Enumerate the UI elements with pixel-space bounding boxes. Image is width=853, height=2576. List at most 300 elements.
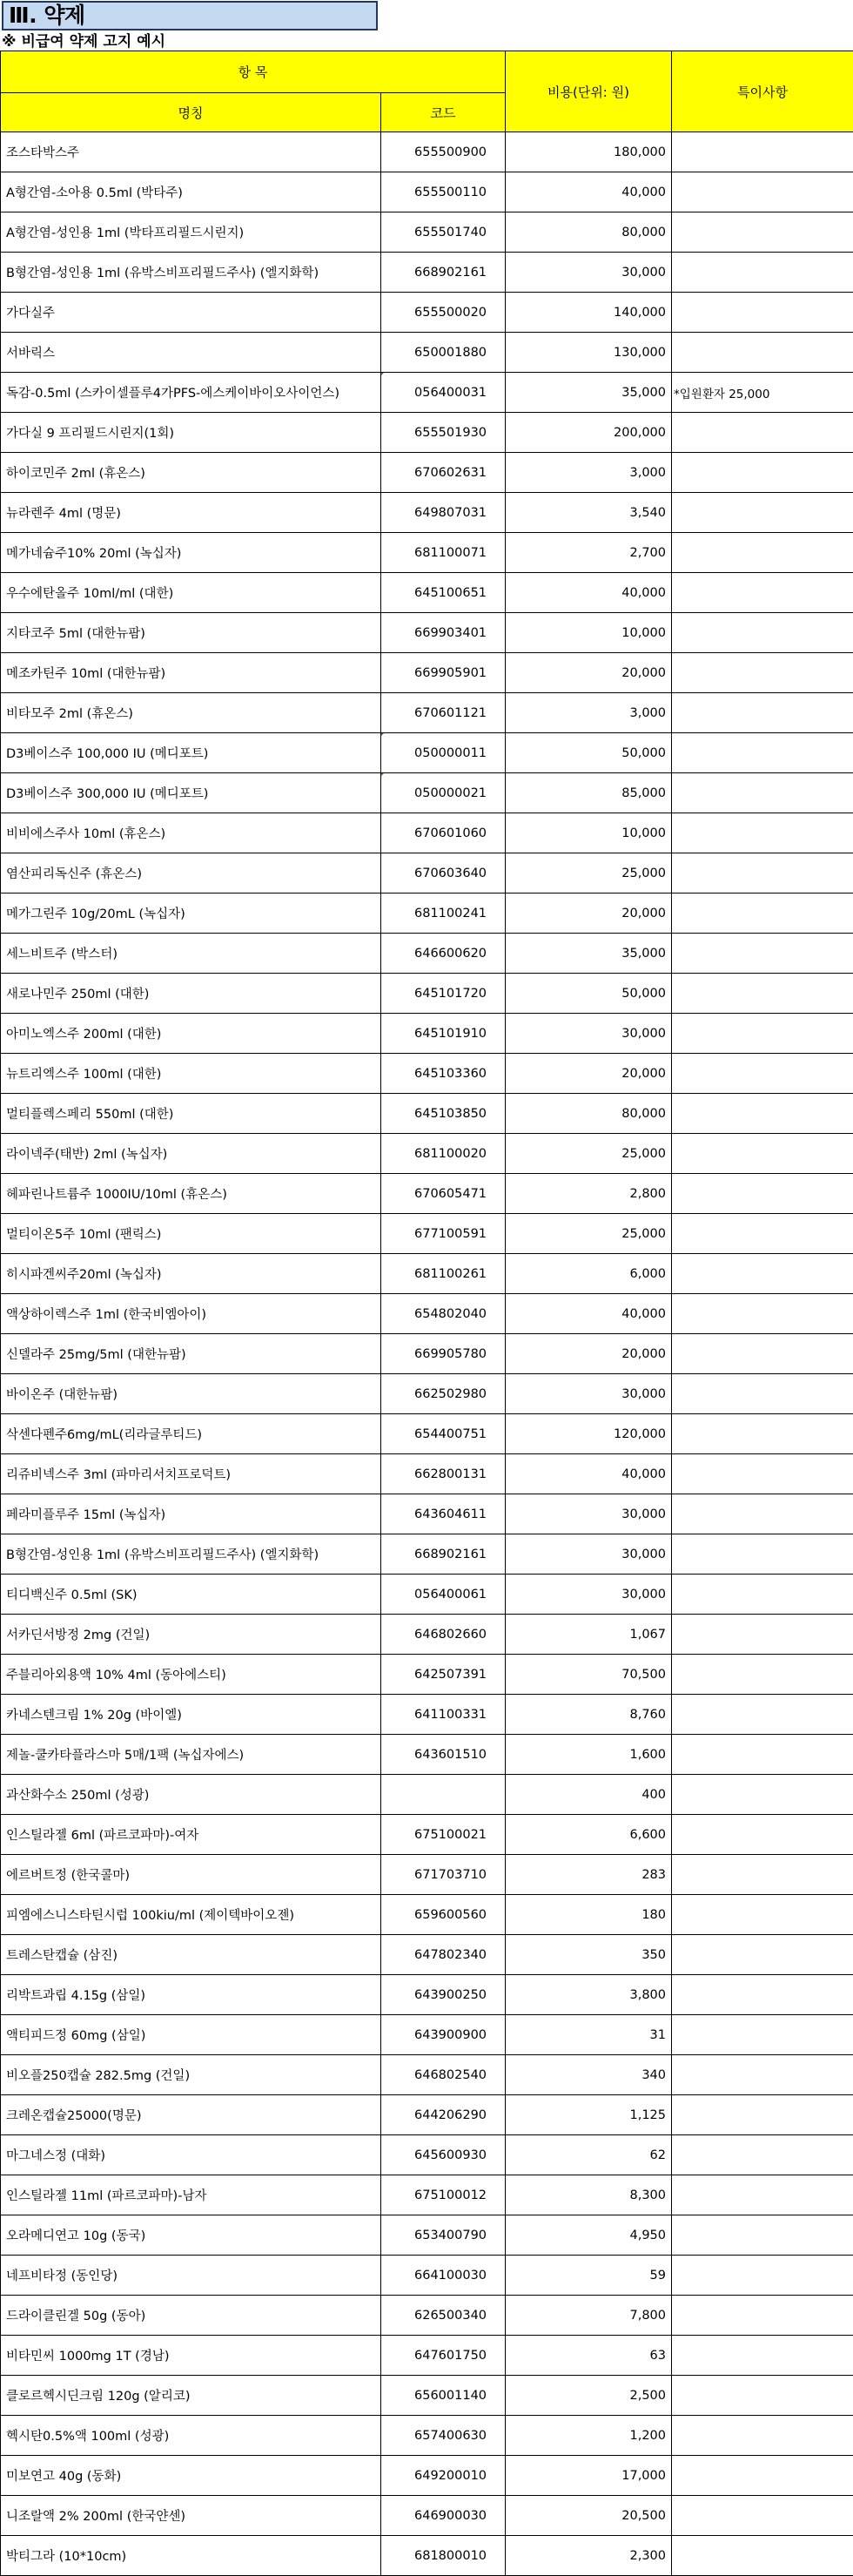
- table-body: [1, 132, 853, 2576]
- drug-cost-cell: 25,000: [506, 1214, 672, 1254]
- drug-name-cell: 인스틸라젤 11ml (파르코파마)-남자: [1, 2175, 381, 2215]
- drug-note-cell: [672, 974, 853, 1014]
- drug-note-cell: [672, 2336, 853, 2376]
- drug-code-cell: 645103850: [381, 1094, 506, 1134]
- table-subtitle: ※ 비급여 약제 고지 예시: [2, 33, 165, 51]
- drug-cost-cell: 400: [506, 1775, 672, 1815]
- drug-note-cell: [672, 1895, 853, 1935]
- drug-name-cell: A형간염-소아용 0.5ml (박타주): [1, 172, 381, 212]
- drug-note-cell: [672, 132, 853, 172]
- drug-code-cell: 645101910: [381, 1014, 506, 1054]
- drug-note-cell: [672, 1695, 853, 1735]
- drug-code-cell: 642507391: [381, 1655, 506, 1695]
- drug-note-cell: *입원환자 25,000: [672, 373, 853, 413]
- drug-code-cell: 654400751: [381, 1414, 506, 1454]
- drug-name-cell: 리박트과립 4.15g (삼일): [1, 1975, 381, 2015]
- drug-name-cell: 가다실주: [1, 293, 381, 333]
- drug-note-cell: [672, 1935, 853, 1975]
- table-row: [1, 2095, 853, 2135]
- drug-note-cell: [672, 733, 853, 773]
- drug-code-cell: 655500110: [381, 172, 506, 212]
- drug-note-cell: [672, 773, 853, 813]
- drug-cost-cell: 20,000: [506, 653, 672, 693]
- drug-code-cell: 645600930: [381, 2135, 506, 2175]
- drug-code-cell: 681100241: [381, 894, 506, 934]
- drug-name-cell: 페라미플루주 15ml (녹십자): [1, 1494, 381, 1534]
- drug-code-cell: 650001880: [381, 333, 506, 373]
- drug-code-cell: 645101720: [381, 974, 506, 1014]
- drug-code-cell: 675100012: [381, 2175, 506, 2215]
- drug-cost-cell: 3,540: [506, 493, 672, 533]
- table-row: [1, 1334, 853, 1374]
- drug-note-cell: [672, 1775, 853, 1815]
- drug-note-cell: [672, 1134, 853, 1174]
- drug-cost-cell: 10,000: [506, 613, 672, 653]
- drug-cost-cell: 80,000: [506, 1094, 672, 1134]
- drug-cost-cell: 50,000: [506, 974, 672, 1014]
- drug-note-cell: [672, 1975, 853, 2015]
- drug-note-cell: [672, 1735, 853, 1775]
- table-row: [1, 1214, 853, 1254]
- drug-cost-cell: 10,000: [506, 813, 672, 853]
- drug-note-cell: [672, 2376, 853, 2416]
- drug-cost-cell: 30,000: [506, 1534, 672, 1575]
- drug-name-cell: 라이넥주(태반) 2ml (녹십자): [1, 1134, 381, 1174]
- drug-cost-cell: 2,300: [506, 2536, 672, 2576]
- code-header: 코드: [381, 93, 506, 132]
- drug-note-cell: [672, 293, 853, 333]
- drug-name-cell: 헥시탄0.5%액 100ml (성광): [1, 2416, 381, 2456]
- table-row: [1, 2256, 853, 2296]
- table-row: [1, 333, 853, 373]
- drug-code-cell: 659600560: [381, 1895, 506, 1935]
- table-row: [1, 1134, 853, 1174]
- drug-note-cell: [672, 1414, 853, 1454]
- drug-cost-cell: 20,000: [506, 1334, 672, 1374]
- table-row: [1, 934, 853, 974]
- drug-name-cell: 세느비트주 (박스터): [1, 934, 381, 974]
- drug-cost-cell: 1,600: [506, 1735, 672, 1775]
- drug-cost-cell: 40,000: [506, 1454, 672, 1494]
- drug-note-cell: [672, 212, 853, 253]
- drug-name-cell: 제놀-쿨카타플라스마 5매/1팩 (녹십자에스): [1, 1735, 381, 1775]
- drug-cost-cell: 8,760: [506, 1695, 672, 1735]
- drug-name-cell: 인스틸라젤 6ml (파르코파마)-여자: [1, 1815, 381, 1855]
- table-row: [1, 853, 853, 894]
- drug-code-cell: 655501930: [381, 413, 506, 453]
- drug-name-cell: 독감-0.5ml (스카이셀플루4가PFS-에스케이바이오사이언스): [1, 373, 381, 413]
- drug-cost-cell: 31: [506, 2015, 672, 2055]
- drug-cost-cell: 40,000: [506, 573, 672, 613]
- drug-cost-cell: 30,000: [506, 1014, 672, 1054]
- drug-cost-cell: 120,000: [506, 1414, 672, 1454]
- drug-note-cell: [672, 2015, 853, 2055]
- drug-code-cell: 681100071: [381, 533, 506, 573]
- drug-note-cell: [672, 853, 853, 894]
- drug-name-cell: 헤파린나트륨주 1000IU/10ml (휴온스): [1, 1174, 381, 1214]
- drug-name-cell: 크레온캡슐25000(명문): [1, 2095, 381, 2135]
- drug-code-cell: 656001140: [381, 2376, 506, 2416]
- drug-cost-cell: 6,600: [506, 1815, 672, 1855]
- drug-note-cell: [672, 2256, 853, 2296]
- drug-note-cell: [672, 934, 853, 974]
- drug-name-cell: D3베이스주 300,000 IU (메디포트): [1, 773, 381, 813]
- drug-note-cell: [672, 1214, 853, 1254]
- drug-cost-cell: 25,000: [506, 853, 672, 894]
- drug-code-cell: 653400790: [381, 2215, 506, 2256]
- drug-cost-cell: 40,000: [506, 172, 672, 212]
- table-row: [1, 1975, 853, 2015]
- drug-name-cell: 비타모주 2ml (휴온스): [1, 693, 381, 733]
- drug-note-cell: [672, 172, 853, 212]
- table-row: [1, 1054, 853, 1094]
- drug-code-cell: 681100261: [381, 1254, 506, 1294]
- drug-cost-cell: 180: [506, 1895, 672, 1935]
- drug-name-cell: 뉴라렌주 4ml (명문): [1, 493, 381, 533]
- drug-cost-cell: 1,067: [506, 1615, 672, 1655]
- drug-code-cell: 646900030: [381, 2496, 506, 2536]
- drug-cost-cell: 6,000: [506, 1254, 672, 1294]
- drug-name-cell: 트레스탄캡슐 (삼진): [1, 1935, 381, 1975]
- table-row: [1, 773, 853, 813]
- drug-name-cell: 에르버트정 (한국콜마): [1, 1855, 381, 1895]
- drug-note-cell: [672, 1054, 853, 1094]
- drug-cost-cell: 180,000: [506, 132, 672, 172]
- table-row: [1, 172, 853, 212]
- drug-code-cell: 647802340: [381, 1935, 506, 1975]
- drug-cost-cell: 30,000: [506, 1575, 672, 1615]
- drug-name-cell: 미보연고 40g (동화): [1, 2456, 381, 2496]
- table-row: [1, 1534, 853, 1575]
- table-row: [1, 2175, 853, 2215]
- drug-cost-cell: 30,000: [506, 1494, 672, 1534]
- table-row: [1, 1374, 853, 1414]
- drug-code-cell: 645100651: [381, 573, 506, 613]
- table-row: [1, 533, 853, 573]
- note-header: 특이사항: [672, 51, 853, 132]
- drug-name-cell: 마그네스정 (대화): [1, 2135, 381, 2175]
- cost-header: 비용(단위: 원): [506, 51, 672, 132]
- drug-note-cell: [672, 1174, 853, 1214]
- drug-cost-cell: 70,500: [506, 1655, 672, 1695]
- table-row: [1, 493, 853, 533]
- drug-name-cell: 액티피드정 60mg (삼일): [1, 2015, 381, 2055]
- table-row: [1, 1695, 853, 1735]
- drug-code-cell: 670602631: [381, 453, 506, 493]
- drug-cost-cell: 340: [506, 2055, 672, 2095]
- drug-code-cell: 646600620: [381, 934, 506, 974]
- drug-name-cell: 메가그린주 10g/20mL (녹십자): [1, 894, 381, 934]
- drug-cost-cell: 2,700: [506, 533, 672, 573]
- drug-name-cell: 지타코주 5ml (대한뉴팜): [1, 613, 381, 653]
- table-row: [1, 2336, 853, 2376]
- drug-cost-cell: 3,000: [506, 693, 672, 733]
- drug-cost-cell: 40,000: [506, 1294, 672, 1334]
- drug-name-cell: 히시파겐씨주20ml (녹십자): [1, 1254, 381, 1294]
- drug-cost-cell: 20,000: [506, 894, 672, 934]
- drug-code-cell: 655500900: [381, 132, 506, 172]
- drug-name-cell: 가다실 9 프리필드시린지(1회): [1, 413, 381, 453]
- table-row: [1, 2215, 853, 2256]
- drug-cost-cell: 35,000: [506, 373, 672, 413]
- table-row: [1, 1855, 853, 1895]
- drug-fee-table: [0, 51, 853, 2576]
- drug-name-cell: 아미노엑스주 200ml (대한): [1, 1014, 381, 1054]
- drug-note-cell: [672, 1575, 853, 1615]
- drug-code-cell: 056400061: [381, 1575, 506, 1615]
- drug-note-cell: [672, 2055, 853, 2095]
- drug-note-cell: [672, 2175, 853, 2215]
- drug-code-cell: 681800010: [381, 2536, 506, 2576]
- drug-note-cell: [672, 1294, 853, 1334]
- table-row: [1, 1815, 853, 1855]
- drug-note-cell: [672, 1254, 853, 1294]
- drug-name-cell: 박티그라 (10*10cm): [1, 2536, 381, 2576]
- drug-cost-cell: 20,000: [506, 1054, 672, 1094]
- drug-cost-cell: 85,000: [506, 773, 672, 813]
- drug-name-cell: 클로르헥시딘크림 120g (알리코): [1, 2376, 381, 2416]
- drug-cost-cell: 80,000: [506, 212, 672, 253]
- table-row: [1, 2015, 853, 2055]
- table-row: [1, 453, 853, 493]
- drug-cost-cell: 3,000: [506, 453, 672, 493]
- drug-note-cell: [672, 533, 853, 573]
- drug-note-cell: [672, 1374, 853, 1414]
- drug-name-cell: B형간염-성인용 1ml (유박스비프리필드주사) (엘지화학): [1, 1534, 381, 1575]
- drug-name-cell: 리쥬비넥스주 3ml (파마리서치프로덕트): [1, 1454, 381, 1494]
- drug-cost-cell: 4,950: [506, 2215, 672, 2256]
- drug-cost-cell: 7,800: [506, 2296, 672, 2336]
- drug-name-cell: 과산화수소 250ml (성광): [1, 1775, 381, 1815]
- table-row: [1, 1655, 853, 1695]
- drug-code-cell: 655500020: [381, 293, 506, 333]
- drug-code-cell: 670603640: [381, 853, 506, 894]
- table-row: [1, 1254, 853, 1294]
- section-title: Ⅲ. 약제: [2, 1, 378, 30]
- table-row: [1, 1294, 853, 1334]
- table-row: [1, 693, 853, 733]
- drug-name-cell: A형간염-성인용 1ml (박타프리필드시린지): [1, 212, 381, 253]
- drug-code-cell: [381, 1775, 506, 1815]
- drug-note-cell: [672, 1615, 853, 1655]
- drug-note-cell: [672, 1534, 853, 1575]
- drug-code-cell: 646802540: [381, 2055, 506, 2095]
- drug-note-cell: [672, 1454, 853, 1494]
- drug-cost-cell: 3,800: [506, 1975, 672, 2015]
- drug-name-cell: 우수에탄올주 10ml/ml (대한): [1, 573, 381, 613]
- table-row: [1, 1775, 853, 1815]
- drug-name-cell: 메가네슘주10% 20ml (녹십자): [1, 533, 381, 573]
- drug-cost-cell: 283: [506, 1855, 672, 1895]
- table-row: [1, 132, 853, 172]
- drug-name-cell: 비비에스주사 10ml (휴온스): [1, 813, 381, 853]
- drug-code-cell: 681100020: [381, 1134, 506, 1174]
- drug-code-cell: 671703710: [381, 1855, 506, 1895]
- drug-name-cell: 삭센다펜주6mg/mL(리라글루티드): [1, 1414, 381, 1454]
- drug-name-cell: 주블리아외용액 10% 4ml (동아에스티): [1, 1655, 381, 1695]
- drug-note-cell: [672, 2456, 853, 2496]
- table-row: [1, 1014, 853, 1054]
- drug-cost-cell: 1,200: [506, 2416, 672, 2456]
- drug-code-cell: 669903401: [381, 613, 506, 653]
- drug-note-cell: [672, 2095, 853, 2135]
- drug-name-cell: 비타민씨 1000mg 1T (경남): [1, 2336, 381, 2376]
- drug-code-cell: 626500340: [381, 2296, 506, 2336]
- drug-name-cell: 액상하이렉스주 1ml (한국비엠아이): [1, 1294, 381, 1334]
- table-row: [1, 974, 853, 1014]
- drug-code-cell: 643900250: [381, 1975, 506, 2015]
- drug-code-cell: 677100591: [381, 1214, 506, 1254]
- drug-note-cell: [672, 333, 853, 373]
- drug-name-cell: 티디백신주 0.5ml (SK): [1, 1575, 381, 1615]
- table-row: [1, 1935, 853, 1975]
- drug-name-cell: 멀티플렉스페리 550ml (대한): [1, 1094, 381, 1134]
- name-header: 명칭: [1, 93, 381, 132]
- table-row: [1, 2536, 853, 2576]
- drug-note-cell: [672, 1494, 853, 1534]
- table-row: [1, 1094, 853, 1134]
- drug-cost-cell: 62: [506, 2135, 672, 2175]
- drug-cost-cell: 130,000: [506, 333, 672, 373]
- table-row: [1, 813, 853, 853]
- drug-code-cell: 657400630: [381, 2416, 506, 2456]
- table-row: [1, 2456, 853, 2496]
- drug-name-cell: 조스타박스주: [1, 132, 381, 172]
- drug-code-cell: 643604611: [381, 1494, 506, 1534]
- drug-cost-cell: 30,000: [506, 1374, 672, 1414]
- drug-note-cell: [672, 693, 853, 733]
- drug-note-cell: [672, 2296, 853, 2336]
- drug-cost-cell: 350: [506, 1935, 672, 1975]
- drug-code-cell: 649807031: [381, 493, 506, 533]
- drug-name-cell: 메조카틴주 10ml (대한뉴팜): [1, 653, 381, 693]
- drug-cost-cell: 200,000: [506, 413, 672, 453]
- drug-note-cell: [672, 653, 853, 693]
- table-row: [1, 253, 853, 293]
- table-row: [1, 894, 853, 934]
- table-row: [1, 1615, 853, 1655]
- table-row: [1, 1454, 853, 1494]
- drug-note-cell: [672, 573, 853, 613]
- table-row: [1, 733, 853, 773]
- drug-cost-cell: 25,000: [506, 1134, 672, 1174]
- drug-name-cell: 새로나민주 250ml (대한): [1, 974, 381, 1014]
- drug-code-cell: 050000011: [381, 733, 506, 773]
- drug-code-cell: 645103360: [381, 1054, 506, 1094]
- drug-name-cell: D3베이스주 100,000 IU (메디포트): [1, 733, 381, 773]
- table-row: [1, 613, 853, 653]
- drug-code-cell: 649200010: [381, 2456, 506, 2496]
- drug-code-cell: 641100331: [381, 1695, 506, 1735]
- drug-cost-cell: 1,125: [506, 2095, 672, 2135]
- drug-name-cell: 서카딘서방정 2mg (건일): [1, 1615, 381, 1655]
- drug-code-cell: 670601121: [381, 693, 506, 733]
- drug-code-cell: 647601750: [381, 2336, 506, 2376]
- drug-note-cell: [672, 2135, 853, 2175]
- drug-code-cell: 664100030: [381, 2256, 506, 2296]
- table-row: [1, 293, 853, 333]
- drug-name-cell: 염산피리독신주 (휴온스): [1, 853, 381, 894]
- table-row: [1, 1414, 853, 1454]
- drug-name-cell: B형간염-성인용 1ml (유박스비프리필드주사) (엘지화학): [1, 253, 381, 293]
- table-row: [1, 1575, 853, 1615]
- drug-name-cell: 하이코민주 2ml (휴온스): [1, 453, 381, 493]
- drug-name-cell: 멀티이온5주 10ml (팬릭스): [1, 1214, 381, 1254]
- drug-cost-cell: 30,000: [506, 253, 672, 293]
- drug-code-cell: 056400031: [381, 373, 506, 413]
- table-row: [1, 1895, 853, 1935]
- drug-name-cell: 피엠에스니스타틴시럽 100kiu/ml (제이텍바이오젠): [1, 1895, 381, 1935]
- drug-code-cell: 644206290: [381, 2095, 506, 2135]
- drug-name-cell: 네프비타정 (동인당): [1, 2256, 381, 2296]
- table-row: [1, 413, 853, 453]
- drug-note-cell: [672, 613, 853, 653]
- table-row: [1, 2296, 853, 2336]
- drug-cost-cell: 63: [506, 2336, 672, 2376]
- drug-code-cell: 050000021: [381, 773, 506, 813]
- drug-note-cell: [672, 2496, 853, 2536]
- drug-note-cell: [672, 1334, 853, 1374]
- drug-name-cell: 신델라주 25mg/5ml (대한뉴팜): [1, 1334, 381, 1374]
- drug-name-cell: 비오플250캡슐 282.5mg (건일): [1, 2055, 381, 2095]
- drug-cost-cell: 140,000: [506, 293, 672, 333]
- drug-code-cell: 669905901: [381, 653, 506, 693]
- drug-name-cell: 니조랄액 2% 200ml (한국얀센): [1, 2496, 381, 2536]
- drug-name-cell: 바이온주 (대한뉴팜): [1, 1374, 381, 1414]
- drug-name-cell: 오라메디연고 10g (동국): [1, 2215, 381, 2256]
- drug-code-cell: 669905780: [381, 1334, 506, 1374]
- item-header: 항 목: [1, 51, 506, 93]
- table-row: [1, 2496, 853, 2536]
- drug-note-cell: [672, 2536, 853, 2576]
- drug-code-cell: 655501740: [381, 212, 506, 253]
- drug-note-cell: [672, 253, 853, 293]
- drug-code-cell: 675100021: [381, 1815, 506, 1855]
- drug-cost-cell: 17,000: [506, 2456, 672, 2496]
- drug-code-cell: 646802660: [381, 1615, 506, 1655]
- drug-code-cell: 670601060: [381, 813, 506, 853]
- drug-code-cell: 668902161: [381, 253, 506, 293]
- table-row: [1, 1735, 853, 1775]
- drug-code-cell: 643601510: [381, 1735, 506, 1775]
- drug-code-cell: 643900900: [381, 2015, 506, 2055]
- table-row: [1, 373, 853, 413]
- table-row: [1, 1174, 853, 1214]
- drug-cost-cell: 50,000: [506, 733, 672, 773]
- drug-note-cell: [672, 2215, 853, 2256]
- drug-name-cell: 서바릭스: [1, 333, 381, 373]
- drug-note-cell: [672, 1855, 853, 1895]
- drug-note-cell: [672, 1655, 853, 1695]
- drug-note-cell: [672, 1014, 853, 1054]
- table-row: [1, 653, 853, 693]
- drug-note-cell: [672, 453, 853, 493]
- drug-code-cell: 662800131: [381, 1454, 506, 1494]
- drug-cost-cell: 8,300: [506, 2175, 672, 2215]
- table-row: [1, 2135, 853, 2175]
- drug-code-cell: 668902161: [381, 1534, 506, 1575]
- table-row: [1, 2376, 853, 2416]
- drug-code-cell: 654802040: [381, 1294, 506, 1334]
- drug-name-cell: 카네스텐크림 1% 20g (바이엘): [1, 1695, 381, 1735]
- drug-note-cell: [672, 493, 853, 533]
- drug-cost-cell: 59: [506, 2256, 672, 2296]
- drug-name-cell: 드라이클린겔 50g (동아): [1, 2296, 381, 2336]
- drug-cost-cell: 20,500: [506, 2496, 672, 2536]
- drug-code-cell: 670605471: [381, 1174, 506, 1214]
- table-row: [1, 212, 853, 253]
- drug-cost-cell: 2,800: [506, 1174, 672, 1214]
